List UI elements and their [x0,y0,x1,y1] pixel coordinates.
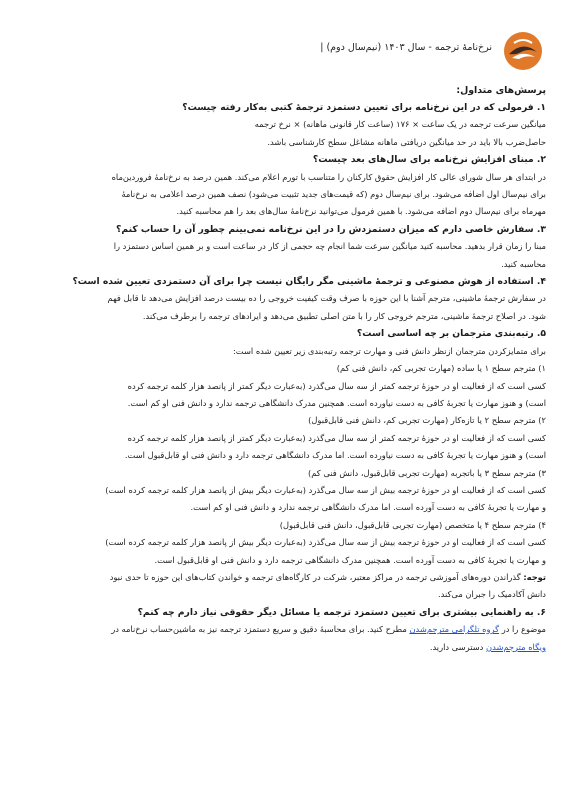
answer-1-line-1: میانگین سرعت ترجمه در یک ساعت × ۱۷۶ (ساعت کار قانونی ماهانه) × نرخ ترجمه [254,119,546,130]
level-2-line-2: است) و هنوز مهارت یا تجربهٔ کافی به دست نیاورده است. اما مدرک دانشگاهی ترجمه دارد و دانش فنی او قابل‌قبول است. [124,450,546,461]
question-5-title: ۵. رتبه‌بندی مترجمان بر چه اساسی است؟ [356,328,546,340]
level-1-line-1: کسی است که از فعالیت او در حوزهٔ ترجمه کمتر از سه سال می‌گذرد (به‌عبارت دیگر کمتر از پانصد هزار کلمه ترجمه کرده [127,380,546,391]
answer-2-line-3: مهرماه برای نیم‌سال دوم اضافه می‌شود. با همین فرمول می‌توانید نرخ‌نامهٔ سال‌های بعد را هم محاسبه کنید. [176,206,546,217]
level-4-line-2: و مهارت یا تجربهٔ کافی به دست آورده است. همچنین مدرک دانشگاهی ترجمه دارد و دانش فنی او قابل‌قبول است. [154,554,546,565]
level-3-title: ۳) مترجم سطح ۳ یا باتجربه (مهارت تجربی قابل‌قبول، دانش فنی کم) [307,467,546,478]
note-text-1: گذراندن دوره‌های آموزشی ترجمه در مراکز معتبر، شرکت در کارگاه‌های ترجمه و خواندن کتاب‌های این حوزه تا حدی نبود [109,571,521,582]
answer-4-line-1: در سفارش ترجمهٔ ماشینی، مترجم آشنا با این حوزه با صرف وقت کیفیت خروجی را ده بیست درصد افزایش می‌دهد تا قابل فهم [107,293,546,304]
answer-6-line-1 [30,621,546,638]
brand-logo-icon [502,30,544,72]
question-6-title: ۶. به راهنمایی بیشتری برای تعیین دستمزد ترجمه یا مسائل دیگر حقوقی نیاز دارم چه کنم؟ [137,606,546,618]
question-2-title: ۲. مبنای افزایش نرخ‌نامه برای سال‌های بعد چیست؟ [312,154,546,166]
header-title: نرخ‌نامهٔ ترجمه - سال ۱۴۰۳ (نیم‌سال دوم) | [320,42,492,53]
answer-6-pre: موضوع را در [499,624,546,635]
answer-1-line-2: حاصل‌ضرب بالا باید در حد میانگین دریافتی ماهانه مشاغل سطح کارشناسی باشد. [267,136,546,147]
level-3-line-2: و مهارت یا تجربهٔ کافی به دست آورده است. اما مدرک دانشگاهی ترجمه ندارد و دانش فنی او کم است. [190,502,546,513]
faq-content [30,82,546,656]
question-1-title: ۱. فرمولی که در این نرخ‌نامه برای تعیین دستمزد ترجمهٔ کتبی به‌کار رفته چیست؟ [182,102,546,113]
question-4-title: ۴. استفاده از هوش مصنوعی و ترجمهٔ ماشینی مگر رایگان نیست چرا برای آن دستمزدی تعیین شده است؟ [72,276,546,288]
level-4-title: ۴) مترجم سطح ۴ یا متخصص (مهارت تجربی قابل‌قبول، دانش فنی قابل‌قبول) [279,519,546,530]
level-2-title: ۲) مترجم سطح ۲ یا تازه‌کار (مهارت تجربی کم، دانش فنی قابل‌قبول) [308,415,546,426]
level-1-line-2: است) و هنوز مهارت یا تجربهٔ کافی به دست نیاورده است. همچنین مدرک دانشگاهی ترجمه ندارد و دانش فنی او کم است. [127,397,546,408]
answer-6-post: مطرح کنید. برای محاسبهٔ دقیق و سریع دستمزد ترجمه نیز به ماشین‌حساب نرخ‌نامه در [111,624,410,635]
answer-3-line-2: محاسبه کنید. [501,258,546,269]
level-2-line-1: کسی است که از فعالیت او در حوزهٔ ترجمه کمتر از سه سال می‌گذرد (به‌عبارت دیگر کمتر از پانصد هزار کلمه ترجمه کرده [127,432,546,443]
answer-4-line-2: شود. در اصلاح ترجمهٔ ماشینی، مترجم خروجی کار را با متن اصلی تطبیق می‌دهد و ایرادهای ترجمه را برطرف می‌کند. [142,310,546,321]
answer-6-line-2 [30,639,546,656]
note-line-2: دانش آکادمیک را جبران می‌کند. [437,589,546,600]
note-label: توجه: [523,571,546,582]
website-link[interactable]: ویگاه مترجم‌شدن [486,641,546,652]
answer-3-line-1: مبنا را زمان قرار بدهید. محاسبه کنید میانگین سرعت شما انجام چه حجمی از کار در ساعت است و بر همین اساس دستمزد را [113,241,546,252]
level-1-title: ۱) مترجم سطح ۱ یا ساده (مهارت تجربی کم، دانش فنی کم) [336,363,546,374]
page-header [22,30,544,74]
level-3-line-1: کسی است که از فعالیت او در حوزهٔ ترجمه بیش از سه سال می‌گذرد (به‌عبارت دیگر بیش از پانصد هزار کلمه ترجمه کرده است) [105,484,546,495]
answer-2-line-2: برای نیم‌سال اول اضافه می‌شود. برای نیم‌سال دوم (که قیمت‌های جدید تثبیت می‌شود) نصف همین درصد اعلامی به نرخ‌نامهٔ [121,189,546,200]
faq-heading: پرسش‌های متداول: [456,85,546,96]
level-4-line-1: کسی است که از فعالیت او در حوزهٔ ترجمه بیش از سه سال می‌گذرد (به‌عبارت دیگر بیش از پانصد هزار کلمه ترجمه کرده است) [105,537,546,548]
telegram-group-link[interactable]: گروه تلگرامی مترجم‌شدن [409,624,500,635]
answer-6-end: دسترسی دارید. [429,641,486,652]
answer-2-line-1: در ابتدای هر سال شورای عالی کار افزایش حقوق کارکنان را متناسب با تورم اعلام می‌کند. همین درصد به نرخ‌نامهٔ فروردین‌ماه [111,171,546,182]
answer-5-intro: برای متمایزکردن مترجمان ازنظر دانش فنی و مهارت ترجمه رتبه‌بندی زیر تعیین شده است: [233,345,546,356]
note-line-1 [30,569,546,586]
question-3-title: ۳. سفارش خاصی دارم که میزان دستمزدش را در این نرخ‌نامه نمی‌بینم چطور آن را حساب کنم؟ [116,223,546,235]
